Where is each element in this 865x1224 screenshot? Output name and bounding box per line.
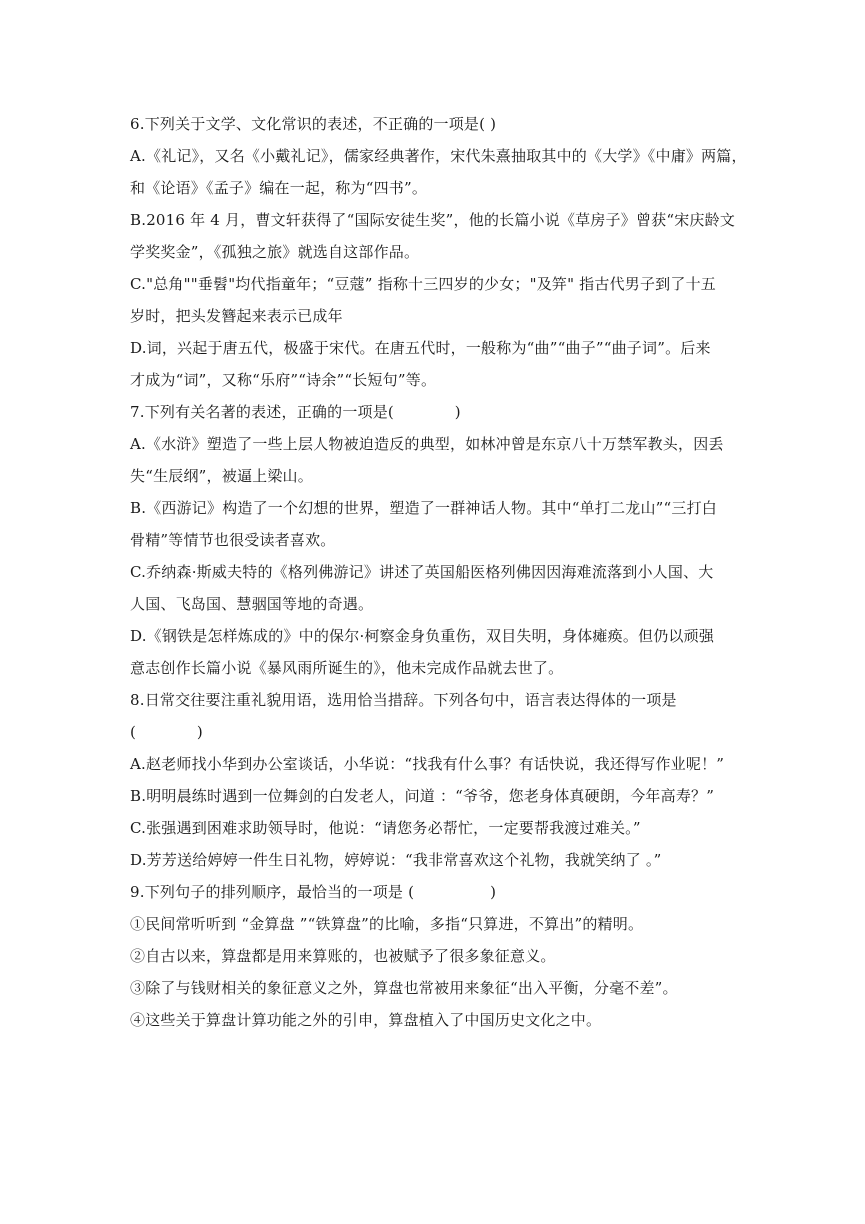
question-7-option-b: B.《西游记》构造了一个幻想的世界，塑造了一群神话人物。其中“单打二龙山”“三打白 bbox=[130, 499, 718, 517]
question-8-option-b: B.明明晨练时遇到一位舞剑的白发老人，问道 ：“爷爷，您老身体真硬朗，今年高寿？” bbox=[130, 787, 715, 805]
question-9-sentence-2: ②自古以来，算盘都是用来算账的，也被赋予了很多象征意义。 bbox=[130, 947, 556, 965]
question-7-option-a-cont: 失“生辰纲”，被逼上梁山。 bbox=[130, 467, 313, 485]
question-7-option-d-cont: 意志创作长篇小说《暴风雨所诞生的》，他未完成作品就去世了。 bbox=[130, 659, 564, 677]
question-8-option-d: D.芳芳送给婷婷一件生日礼物，婷婷说：“我非常喜欢这个礼物，我就笑纳了 。” bbox=[130, 851, 662, 869]
question-6-option-a: A.《礼记》，又名《小戴礼记》，儒家经典著作，宋代朱熹抽取其中的《大学》《中庸》两篇， bbox=[130, 147, 747, 165]
question-6-option-b-cont: 学奖奖金”，《孤独之旅》就选自这部作品。 bbox=[130, 243, 420, 261]
exam-content bbox=[130, 108, 747, 1036]
question-8-stem-cont: ( ) bbox=[130, 723, 203, 741]
question-7-option-c-cont: 人国、飞岛国、慧骃国等地的奇遇。 bbox=[130, 595, 374, 613]
question-9-stem: 9.下列句子的排列顺序，最恰当的一项是 ( ) bbox=[130, 883, 497, 901]
question-7-stem: 7.下列有关名著的表述，正确的一项是( ) bbox=[130, 403, 461, 421]
question-9-sentence-1: ①民间常听听到 “金算盘 ”“铁算盘”的比喻，多指“只算进，不算出”的精明。 bbox=[130, 915, 644, 933]
question-8-stem: 8.日常交往要注重礼貌用语，选用恰当措辞。下列各句中，语言表达得体的一项是 bbox=[130, 691, 677, 709]
question-6-stem: 6.下列关于文学、文化常识的表述，不正确的一项是( ) bbox=[130, 115, 497, 133]
question-6-option-b: B.2016 年 4 月，曹文轩获得了“国际安徒生奖”，他的长篇小说《草房子》曾获“宋庆龄文 bbox=[130, 211, 736, 229]
question-7-option-c: C.乔纳森·斯威夫特的《格列佛游记》讲述了英国船医格列佛因因海难流落到小人国、大 bbox=[130, 563, 714, 581]
question-7-option-d: D.《钢铁是怎样炼成的》中的保尔·柯察金身负重伤，双目失明，身体瘫痪。但仍以顽强 bbox=[130, 627, 715, 645]
question-8-option-c: C.张强遇到困难求助领导时，他说：“请您务必帮忙，一定要帮我渡过难关。” bbox=[130, 819, 641, 837]
question-8-option-a: A.赵老师找小华到办公室谈话，小华说：“找我有什么事？有话快说，我还得写作业呢！” bbox=[130, 755, 725, 773]
question-9-sentence-4: ④这些关于算盘计算功能之外的引申，算盘植入了中国历史文化之中。 bbox=[130, 1011, 602, 1029]
question-6-option-c: C."总角""垂髫"均代指童年；“豆蔻” 指称十三四岁的少女；"及笄" 指古代男子到了十五 bbox=[130, 275, 716, 293]
question-7-option-b-cont: 骨精”等情节也很受读者喜欢。 bbox=[130, 531, 336, 549]
question-6-option-c-cont: 岁时，把头发簪起来表示已成年 bbox=[130, 307, 343, 325]
question-6-option-a-cont: 和《论语》《孟子》编在一起，称为“四书”。 bbox=[130, 179, 428, 197]
question-9-sentence-3: ③除了与钱财相关的象征意义之外，算盘也常被用来象征“出入平衡，分毫不差”。 bbox=[130, 979, 678, 997]
question-6-option-d-cont: 才成为“词”，又称“乐府”“诗余”“长短句”等。 bbox=[130, 371, 437, 389]
question-6-option-d: D.词，兴起于唐五代，极盛于宋代。在唐五代时，一般称为“曲”“曲子”“曲子词”。后来 bbox=[130, 339, 711, 357]
question-7-option-a: A.《水浒》塑造了一些上层人物被迫造反的典型，如林冲曾是东京八十万禁军教头，因丢 bbox=[130, 435, 724, 453]
